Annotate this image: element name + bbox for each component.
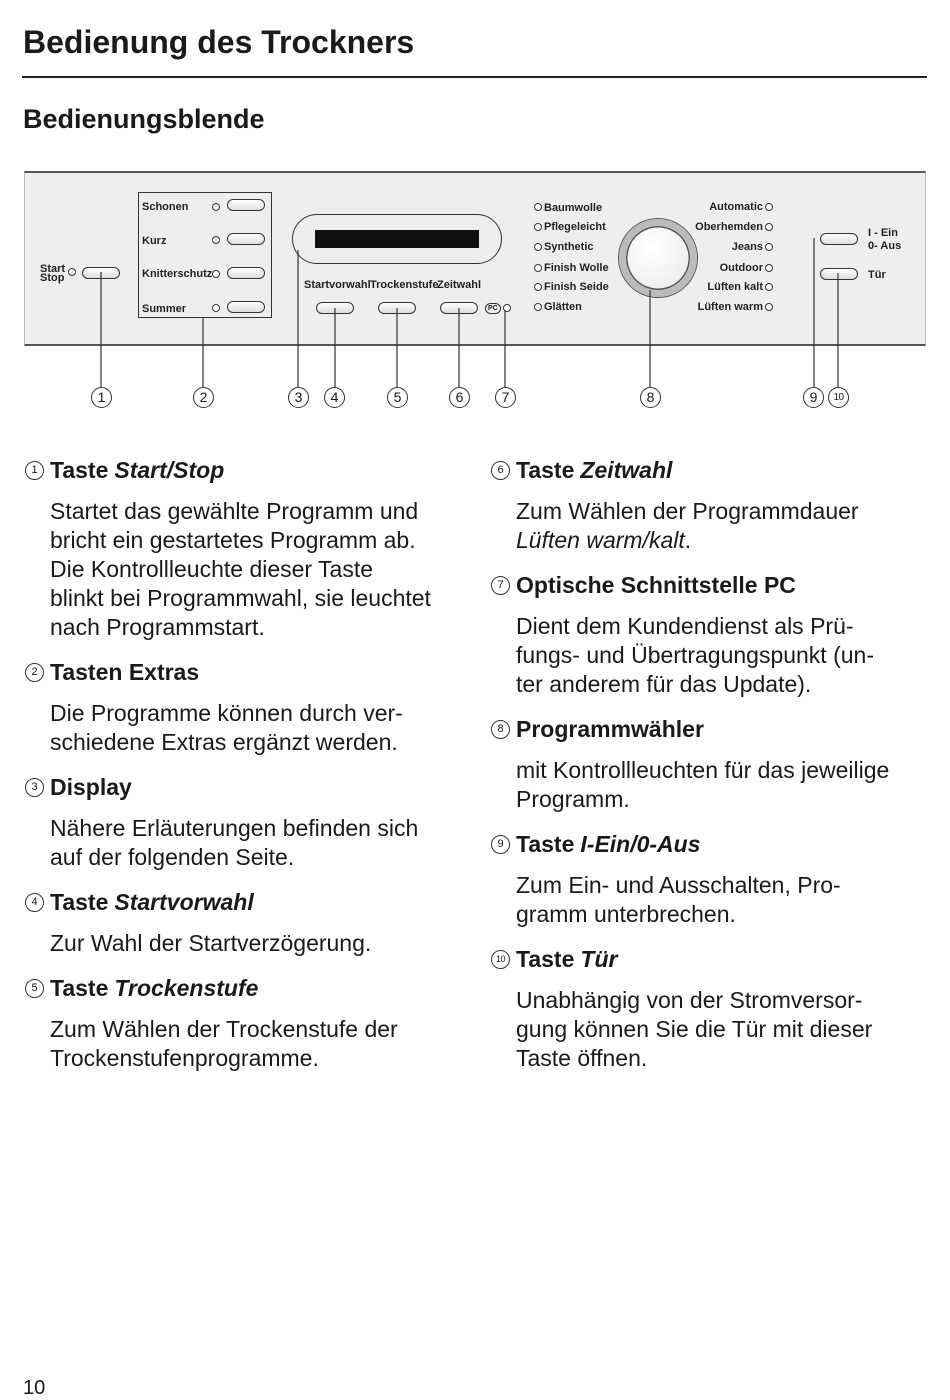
description-column-right xyxy=(491,455,931,1088)
item-heading: Taste xyxy=(516,830,575,857)
extra-label-kurz: Kurz xyxy=(142,235,167,247)
trockenstufe-label: Trockenstufe xyxy=(370,279,439,291)
stop-label: Stop xyxy=(40,272,65,284)
extra-label-schonen: Schonen xyxy=(142,201,189,213)
callout-3: 3 xyxy=(288,387,309,408)
body-line: Zum Wählen der Trockenstufe der xyxy=(50,1016,398,1042)
body-line: Zur Wahl der Startverzögerung. xyxy=(50,930,372,956)
body-line: Die Kontrollleuchte dieser Taste xyxy=(50,556,374,582)
item-1 xyxy=(25,455,465,642)
item-8 xyxy=(491,714,931,814)
body-line: Trockenstufenprogramme. xyxy=(50,1045,319,1071)
extra-label-knitterschutz: Knitterschutz xyxy=(142,268,213,280)
body-line: Unabhängig von der Stromversor- xyxy=(516,987,863,1013)
program-label-lueften-kalt: Lüften kalt xyxy=(707,281,763,293)
item-number-10: 10 xyxy=(491,950,510,969)
callout-9: 9 xyxy=(803,387,824,408)
body-line: Zum Wählen der Programmdauer xyxy=(516,498,859,524)
callout-8: 8 xyxy=(640,387,661,408)
item-heading: Optische Schnittstelle PC xyxy=(516,571,796,598)
item-number-1: 1 xyxy=(25,461,44,480)
callout-leader-lines xyxy=(0,0,950,420)
body-tail: . xyxy=(684,527,692,553)
body-line: Startet das gewählte Programm und xyxy=(50,498,419,524)
item-heading: Display xyxy=(50,773,132,800)
item-5 xyxy=(25,973,465,1073)
body-line: Zum Ein- und Ausschalten, Pro- xyxy=(516,872,841,898)
callout-5: 5 xyxy=(387,387,408,408)
pc-interface-badge: PC xyxy=(485,303,501,314)
item-heading-italic: Trockenstufe xyxy=(114,974,259,1001)
program-label-lueften-warm: Lüften warm xyxy=(697,301,763,313)
program-label-synthetic: Synthetic xyxy=(544,241,594,253)
start-label: Start xyxy=(40,263,66,275)
item-10 xyxy=(491,944,931,1073)
item-heading: Taste xyxy=(50,888,109,915)
item-heading: Taste xyxy=(50,974,109,1001)
body-line: bricht ein gestartetes Programm ab. xyxy=(50,527,416,553)
body-italic: Lüften warm/kalt xyxy=(516,527,685,553)
item-number-2: 2 xyxy=(25,663,44,682)
door-label: Tür xyxy=(868,269,886,281)
body-line: Programm. xyxy=(516,786,630,812)
body-line: fungs- und Übertragungspunkt (un- xyxy=(516,642,874,668)
item-heading-italic: Zeitwahl xyxy=(580,456,673,483)
item-number-8: 8 xyxy=(491,720,510,739)
startvorwahl-label: Startvorwahl xyxy=(304,279,371,291)
item-4 xyxy=(25,887,465,958)
body-line: Taste öffnen. xyxy=(516,1045,648,1071)
item-heading-italic: Tür xyxy=(580,945,618,972)
body-line: gung können Sie die Tür mit dieser xyxy=(516,1016,873,1042)
item-number-7: 7 xyxy=(491,576,510,595)
item-2 xyxy=(25,657,465,757)
callout-2: 2 xyxy=(193,387,214,408)
section-title: Bedienungsblende xyxy=(23,104,265,134)
program-label-finish-wolle: Finish Wolle xyxy=(544,262,609,274)
program-label-jeans: Jeans xyxy=(731,241,763,253)
callout-6: 6 xyxy=(449,387,470,408)
zeitwahl-label: Zeitwahl xyxy=(437,279,482,291)
item-6 xyxy=(491,455,931,555)
body-line: mit Kontrollleuchten für das jeweilige xyxy=(516,757,890,783)
item-7 xyxy=(491,570,931,699)
callout-7: 7 xyxy=(495,387,516,408)
body-line: ter anderem für das Update). xyxy=(516,671,812,697)
item-heading-italic: Startvorwahl xyxy=(114,888,254,915)
extra-label-summer: Summer xyxy=(142,303,187,315)
item-heading: Tasten Extras xyxy=(50,658,200,685)
page-number: 10 xyxy=(23,1377,46,1399)
callout-10: 10 xyxy=(828,387,849,408)
item-3 xyxy=(25,772,465,872)
power-off-label: 0- Aus xyxy=(868,240,902,252)
body-line: Die Programme können durch ver- xyxy=(50,700,403,726)
power-on-label: I - Ein xyxy=(868,227,898,239)
body-line: schiedene Extras ergänzt werden. xyxy=(50,729,398,755)
item-number-4: 4 xyxy=(25,893,44,912)
body-line: auf der folgenden Seite. xyxy=(50,844,295,870)
item-number-5: 5 xyxy=(25,979,44,998)
body-line: Dient dem Kundendienst als Prü- xyxy=(516,613,854,639)
program-label-baumwolle: Baumwolle xyxy=(544,202,603,214)
item-number-9: 9 xyxy=(491,835,510,854)
callout-4: 4 xyxy=(324,387,345,408)
item-9 xyxy=(491,829,931,929)
item-heading: Taste xyxy=(516,945,575,972)
program-label-outdoor: Outdoor xyxy=(719,262,763,274)
program-label-pflegeleicht: Pflegeleicht xyxy=(544,221,606,233)
item-number-6: 6 xyxy=(491,461,510,480)
item-number-3: 3 xyxy=(25,778,44,797)
description-column-left xyxy=(25,455,465,1088)
callout-1: 1 xyxy=(91,387,112,408)
body-line: blinkt bei Programmwahl, sie leuchtet xyxy=(50,585,431,611)
body-line: Nähere Erläuterungen befinden sich xyxy=(50,815,419,841)
program-label-finish-seide: Finish Seide xyxy=(544,281,609,293)
body-line: gramm unterbrechen. xyxy=(516,901,736,927)
item-heading-italic: I-Ein/0-Aus xyxy=(580,830,701,857)
item-heading: Programmwähler xyxy=(516,715,704,742)
page-title: Bedienung des Trockners xyxy=(23,24,415,60)
program-label-glaetten: Glätten xyxy=(544,301,582,313)
program-label-oberhemden: Oberhemden xyxy=(695,221,763,233)
item-heading-italic: Start/Stop xyxy=(114,456,225,483)
program-label-automatic: Automatic xyxy=(709,201,763,213)
body-line: nach Programmstart. xyxy=(50,614,265,640)
item-heading: Taste xyxy=(516,456,575,483)
item-heading: Taste xyxy=(50,456,109,483)
